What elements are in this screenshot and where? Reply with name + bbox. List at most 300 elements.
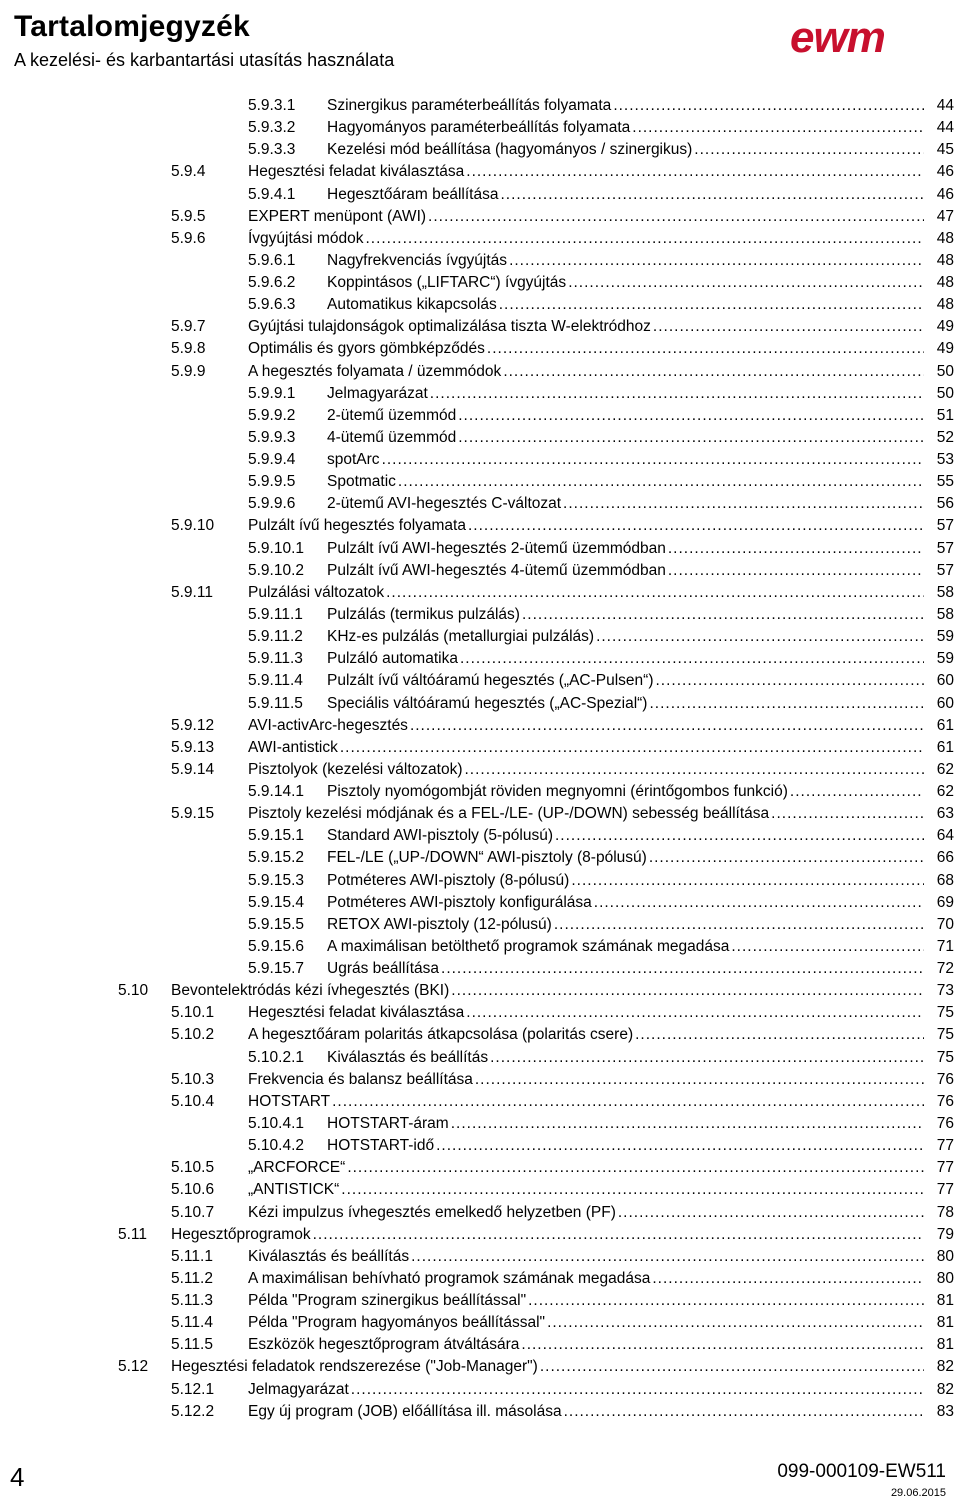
toc-entry-line — [248, 206, 954, 228]
toc-entry-title: Egy új program (JOB) előállítása ill. másolása — [248, 1402, 562, 1420]
toc-dot-leader — [468, 515, 924, 537]
toc-entry-number: 5.10.3 — [171, 1070, 215, 1088]
toc-entry-line — [248, 228, 954, 250]
toc-entry[interactable] — [0, 980, 960, 1002]
toc-dot-leader — [656, 670, 925, 692]
toc-dot-leader — [613, 95, 924, 117]
toc-entry-page: 66 — [936, 849, 954, 867]
toc-entry-page: 77 — [936, 1181, 954, 1199]
toc-entry-title: Koppintásos („LIFTARC“) ívgyújtás — [327, 274, 567, 292]
toc-dot-leader — [386, 582, 924, 604]
toc-dot-leader — [563, 493, 924, 515]
toc-dot-leader — [632, 117, 924, 139]
toc-entry[interactable] — [0, 405, 960, 427]
toc-entry-title: Pulzált ívű AWI-hegesztés 4-ütemű üzemmódban — [327, 561, 666, 579]
footer-page-number: 4 — [10, 1462, 25, 1492]
toc-dot-leader — [500, 184, 924, 206]
toc-entry-title: spotArc — [327, 451, 380, 469]
toc-entry-number: 5.10.5 — [171, 1159, 215, 1177]
toc-entry[interactable] — [0, 1334, 960, 1356]
toc-entry-number: 5.9.11.3 — [248, 650, 303, 668]
toc-entry-title: AWI-antistick — [248, 738, 338, 756]
toc-entry[interactable] — [0, 250, 960, 272]
toc-entry[interactable] — [0, 803, 960, 825]
toc-entry-line — [248, 361, 954, 383]
toc-entry[interactable] — [0, 1246, 960, 1268]
toc-entry[interactable] — [0, 825, 960, 847]
toc-entry-page: 50 — [936, 362, 954, 380]
toc-entry-line — [327, 184, 954, 206]
toc-entry[interactable] — [0, 117, 960, 139]
toc-dot-leader — [503, 361, 924, 383]
toc-entry-line — [327, 648, 954, 670]
toc-entry-line — [248, 1401, 954, 1423]
toc-entry[interactable] — [0, 693, 960, 715]
toc-entry-title: KHz-es pulzálás (metallurgiai pulzálás) — [327, 628, 595, 646]
toc-entry-page: 75 — [936, 1048, 954, 1066]
toc-entry-title: Kiválasztás és beállítás — [327, 1048, 489, 1066]
toc-entry-line — [248, 1157, 954, 1179]
toc-dot-leader — [451, 1113, 924, 1135]
toc-entry-page: 52 — [936, 428, 954, 446]
toc-entry-title: 4-ütemű üzemmód — [327, 428, 457, 446]
toc-entry-page: 61 — [936, 716, 954, 734]
toc-entry-number: 5.9.15.3 — [248, 871, 305, 889]
ewm-logo-graphic — [790, 18, 942, 58]
toc-entry[interactable] — [0, 139, 960, 161]
footer-document-number: 099-000109-EW511 — [777, 1461, 946, 1482]
toc-entry-page: 81 — [936, 1336, 954, 1354]
ewm-logo — [790, 18, 942, 58]
toc-dot-leader — [410, 715, 924, 737]
toc-entry-page: 76 — [936, 1092, 954, 1110]
toc-entry-number: 5.10.4.2 — [248, 1137, 305, 1155]
toc-entry-title: A hegesztőáram polaritás átkapcsolása (polaritás csere) — [248, 1026, 634, 1044]
toc-entry-page: 78 — [936, 1203, 954, 1221]
toc-entry-number: 5.10.1 — [171, 1004, 215, 1022]
toc-entry-title: Pisztolyok (kezelési változatok) — [248, 760, 463, 778]
toc-entry-title: Kiválasztás és beállítás — [248, 1247, 410, 1265]
toc-entry-title: Ugrás beállítása — [327, 960, 440, 978]
toc-entry-title: A maximálisan behívható programok számának megadása — [248, 1269, 651, 1287]
toc-entry-page: 75 — [936, 1004, 954, 1022]
toc-entry-number: 5.9.15.2 — [248, 849, 305, 867]
toc-entry-title: Ívgyújtási módok — [248, 229, 364, 247]
toc-entry-page: 83 — [936, 1402, 954, 1420]
toc-entry-number: 5.9.11.4 — [248, 672, 303, 690]
toc-entry-title: HOTSTART-áram — [327, 1114, 449, 1132]
toc-entry-number: 5.9.13 — [171, 738, 215, 756]
toc-dot-leader — [466, 1002, 924, 1024]
toc-entry-line — [327, 1113, 954, 1135]
toc-entry-page: 60 — [936, 672, 954, 690]
toc-entry-line — [171, 1356, 954, 1378]
toc-dot-leader — [458, 405, 924, 427]
toc-entry[interactable] — [0, 936, 960, 958]
toc-entry-title: „ARCFORCE“ — [248, 1159, 346, 1177]
toc-entry-line — [171, 980, 954, 1002]
toc-entry-number: 5.9.15 — [171, 805, 215, 823]
toc-entry[interactable] — [0, 1091, 960, 1113]
toc-entry-page: 80 — [936, 1269, 954, 1287]
toc-dot-leader — [568, 272, 924, 294]
toc-entry-number: 5.10.7 — [171, 1203, 215, 1221]
toc-entry-title: Hegesztési feladat kiválasztása — [248, 163, 465, 181]
toc-entry-number: 5.9.3.2 — [248, 119, 296, 137]
toc-entry-page: 48 — [936, 274, 954, 292]
toc-dot-leader — [441, 958, 924, 980]
toc-entry-page: 51 — [936, 406, 954, 424]
toc-entry-page: 49 — [936, 318, 954, 336]
toc-entry[interactable] — [0, 228, 960, 250]
toc-dot-leader — [347, 1157, 924, 1179]
toc-entry[interactable] — [0, 1356, 960, 1378]
toc-entry-title: Pulzált ívű hegesztés folyamata — [248, 517, 466, 535]
toc-entry-number: 5.9.14 — [171, 760, 215, 778]
toc-dot-leader — [694, 139, 924, 161]
toc-entry[interactable] — [0, 958, 960, 980]
toc-entry-title: Hegesztőáram beállítása — [327, 185, 499, 203]
toc-entry-title: Pulzálás (termikus pulzálás) — [327, 605, 520, 623]
toc-entry[interactable] — [0, 1024, 960, 1046]
toc-dot-leader — [332, 1091, 924, 1113]
toc-entry[interactable] — [0, 471, 960, 493]
toc-entry-line — [327, 250, 954, 272]
toc-entry-title: Példa "Program hagyományos beállítással" — [248, 1314, 546, 1332]
toc-entry-page: 63 — [936, 805, 954, 823]
toc-entry[interactable] — [0, 892, 960, 914]
page-header — [0, 0, 960, 80]
toc-dot-leader — [365, 228, 924, 250]
toc-entry-line — [327, 892, 954, 914]
toc-dot-leader — [521, 1334, 924, 1356]
toc-dot-leader — [547, 1312, 924, 1334]
toc-entry-title: Hegesztési feladat kiválasztása — [248, 1004, 465, 1022]
toc-entry-page: 48 — [936, 296, 954, 314]
toc-entry-line — [327, 449, 954, 471]
toc-entry-title: FEL-/LE („UP-/DOWN“ AWI-pisztoly (8-pólusú) — [327, 849, 647, 867]
toc-entry-line — [327, 914, 954, 936]
toc-dot-leader — [653, 316, 924, 338]
toc-entry[interactable] — [0, 914, 960, 936]
toc-entry-line — [327, 493, 954, 515]
toc-entry-title: Nagyfrekvenciás ívgyújtás — [327, 251, 508, 269]
toc-entry-title: „ANTISTICK“ — [248, 1181, 340, 1199]
toc-entry-title: Kezelési mód beállítása (hagyományos / szinergikus) — [327, 141, 693, 159]
toc-entry-number: 5.9.6.3 — [248, 296, 296, 314]
toc-entry[interactable] — [0, 1069, 960, 1091]
toc-entry[interactable] — [0, 1202, 960, 1224]
toc-entry[interactable] — [0, 206, 960, 228]
toc-dot-leader — [649, 693, 924, 715]
toc-entry-title: AVI-activArc-hegesztés — [248, 716, 408, 734]
toc-entry-number: 5.9.8 — [171, 340, 206, 358]
toc-entry-line — [327, 670, 954, 692]
toc-entry-line — [248, 515, 954, 537]
toc-entry-title: Speciális váltóáramú hegesztés („AC-Spezial“) — [327, 694, 648, 712]
toc-entry[interactable] — [0, 316, 960, 338]
toc-entry-line — [248, 1246, 954, 1268]
toc-dot-leader — [652, 1268, 924, 1290]
toc-entry-line — [248, 316, 954, 338]
toc-entry-title: Gyújtási tulajdonságok optimalizálása tiszta W-elektródhoz — [248, 318, 651, 336]
toc-entry[interactable] — [0, 670, 960, 692]
toc-entry[interactable] — [0, 184, 960, 206]
toc-entry-page: 58 — [936, 583, 954, 601]
toc-entry[interactable] — [0, 1401, 960, 1423]
toc-entry[interactable] — [0, 1379, 960, 1401]
toc-entry-number: 5.11.2 — [171, 1269, 213, 1287]
toc-entry-line — [248, 1091, 954, 1113]
toc-entry-page: 62 — [936, 783, 954, 801]
toc-entry-title: Pulzált ívű AWI-hegesztés 2-ütemű üzemmódban — [327, 539, 666, 557]
page-title: Tartalomjegyzék — [14, 10, 250, 43]
toc-entry-page: 44 — [936, 97, 954, 114]
toc-entry-number: 5.9.9.4 — [248, 451, 296, 469]
toc-entry-line — [248, 338, 954, 360]
toc-entry-number: 5.9.3.1 — [248, 97, 296, 114]
toc-dot-leader — [771, 803, 924, 825]
toc-entry-line — [327, 958, 954, 980]
toc-dot-leader — [428, 206, 924, 228]
toc-entry-number: 5.9.9.3 — [248, 428, 296, 446]
toc-entry-page: 82 — [936, 1380, 954, 1398]
toc-entry-number: 5.9.15.7 — [248, 960, 305, 978]
toc-entry-number: 5.9.15.1 — [248, 827, 305, 845]
toc-entry-line — [171, 1224, 954, 1246]
toc-entry-line — [327, 294, 954, 316]
toc-dot-leader — [594, 892, 924, 914]
toc-entry-number: 5.9.9 — [171, 362, 206, 380]
toc-entry[interactable] — [0, 1002, 960, 1024]
toc-entry-number: 5.9.11.5 — [248, 694, 303, 712]
toc-entry-page: 48 — [936, 229, 954, 247]
toc-entry[interactable] — [0, 538, 960, 560]
toc-entry-title: Automatikus kikapcsolás — [327, 296, 497, 314]
toc-dot-leader — [522, 604, 924, 626]
toc-entry-title: 2-ütemű AVI-hegesztés C-változat — [327, 495, 562, 513]
toc-entry-title: Hagyományos paraméterbeállítás folyamata — [327, 119, 631, 137]
toc-entry-number: 5.9.9.1 — [248, 384, 296, 402]
toc-dot-leader — [668, 538, 924, 560]
toc-entry[interactable] — [0, 1312, 960, 1334]
toc-entry-title: Standard AWI-pisztoly (5-pólusú) — [327, 827, 553, 845]
toc-entry[interactable] — [0, 1113, 960, 1135]
toc-dot-leader — [466, 161, 924, 183]
toc-entry-page: 71 — [936, 937, 954, 955]
toc-entry-page: 75 — [936, 1026, 954, 1044]
toc-entry-line — [327, 383, 954, 405]
toc-entry-number: 5.9.9.5 — [248, 473, 296, 491]
toc-entry-line — [327, 825, 954, 847]
toc-dot-leader — [564, 1401, 924, 1423]
toc-entry-page: 64 — [936, 827, 954, 845]
toc-entry[interactable] — [0, 161, 960, 183]
toc-entry[interactable] — [0, 560, 960, 582]
toc-entry-line — [248, 1379, 954, 1401]
toc-entry[interactable] — [0, 582, 960, 604]
toc-dot-leader — [649, 847, 924, 869]
toc-entry-number: 5.9.7 — [171, 318, 206, 336]
toc-entry[interactable] — [0, 1224, 960, 1246]
toc-entry-line — [248, 737, 954, 759]
toc-entry-line — [327, 117, 954, 139]
toc-entry-page: 80 — [936, 1247, 954, 1265]
toc-dot-leader — [790, 781, 924, 803]
toc-dot-leader — [554, 914, 924, 936]
toc-entry-page: 50 — [936, 384, 954, 402]
toc-dot-leader — [731, 936, 924, 958]
toc-entry-title: HOTSTART-idő — [327, 1137, 435, 1155]
toc-entry[interactable] — [0, 870, 960, 892]
toc-entry-title: Bevontelektródás kézi ívhegesztés (BKI) — [171, 982, 450, 1000]
toc-dot-leader — [430, 383, 924, 405]
toc-dot-leader — [436, 1135, 924, 1157]
toc-dot-leader — [398, 471, 924, 493]
toc-entry-line — [248, 1312, 954, 1334]
toc-entry-title: Pulzáló automatika — [327, 650, 458, 668]
toc-entry-number: 5.10.2 — [171, 1026, 215, 1044]
toc-dot-leader — [475, 1069, 924, 1091]
toc-entry[interactable] — [0, 427, 960, 449]
toc-entry-page: 81 — [936, 1292, 954, 1310]
footer-date: 29.06.2015 — [890, 1487, 946, 1499]
toc-entry-page: 82 — [936, 1358, 954, 1376]
toc-dot-leader — [341, 1179, 924, 1201]
toc-entry-line — [327, 626, 954, 648]
toc-entry-page: 57 — [936, 517, 954, 535]
toc-entry-number: 5.10 — [118, 982, 149, 1000]
toc-entry[interactable] — [0, 1047, 960, 1069]
toc-entry[interactable] — [0, 648, 960, 670]
toc-entry-title: Pulzált ívű váltóáramú hegesztés („AC-Pulsen“) — [327, 672, 654, 690]
toc-entry-number: 5.9.14.1 — [248, 783, 305, 801]
toc-entry-line — [327, 139, 954, 161]
toc-dot-leader — [618, 1202, 924, 1224]
toc-entry[interactable] — [0, 1135, 960, 1157]
toc-dot-leader — [499, 294, 924, 316]
toc-entry[interactable] — [0, 1179, 960, 1201]
toc-entry-line — [248, 1069, 954, 1091]
toc-dot-leader — [555, 825, 924, 847]
toc-entry[interactable] — [0, 1290, 960, 1312]
toc-entry[interactable] — [0, 361, 960, 383]
toc-entry[interactable] — [0, 1157, 960, 1179]
toc-entry[interactable] — [0, 847, 960, 869]
toc-dot-leader — [635, 1024, 924, 1046]
toc-entry[interactable] — [0, 737, 960, 759]
toc-entry-page: 49 — [936, 340, 954, 358]
toc-entry-page: 58 — [936, 605, 954, 623]
toc-dot-leader — [458, 427, 924, 449]
toc-dot-leader — [351, 1379, 924, 1401]
toc-entry-title: Jelmagyarázat — [248, 1380, 349, 1398]
toc-entry-page: 45 — [936, 141, 954, 159]
toc-dot-leader — [596, 626, 924, 648]
toc-dot-leader — [465, 759, 925, 781]
toc-entry-page: 46 — [936, 185, 954, 203]
toc-entry-page: 61 — [936, 738, 954, 756]
toc-entry-title: EXPERT menüpont (AWI) — [248, 207, 427, 225]
toc-entry[interactable] — [0, 95, 960, 117]
toc-entry[interactable] — [0, 759, 960, 781]
toc-dot-leader — [411, 1246, 924, 1268]
toc-entry-number: 5.9.11.2 — [248, 628, 303, 646]
toc-entry[interactable] — [0, 493, 960, 515]
toc-entry-page: 48 — [936, 251, 954, 269]
toc-entry[interactable] — [0, 715, 960, 737]
toc-entry[interactable] — [0, 449, 960, 471]
toc-entry-page: 57 — [936, 539, 954, 557]
toc-entry-title: Kézi impulzus ívhegesztés emelkedő helyzetben (PF) — [248, 1203, 616, 1221]
toc-entry-line — [327, 538, 954, 560]
toc-entry-page: 79 — [936, 1225, 954, 1243]
toc-entry-line — [327, 693, 954, 715]
toc-entry-number: 5.10.6 — [171, 1181, 215, 1199]
toc-entry-number: 5.9.3.3 — [248, 141, 296, 159]
toc-entry-number: 5.9.9.6 — [248, 495, 296, 513]
toc-entry-line — [327, 870, 954, 892]
toc-entry-number: 5.9.11.1 — [248, 605, 303, 623]
toc-dot-leader — [490, 1047, 924, 1069]
toc-entry-page: 55 — [936, 473, 954, 491]
toc-entry-number: 5.9.11 — [171, 583, 213, 601]
toc-entry-page: 81 — [936, 1314, 954, 1332]
toc-entry[interactable] — [0, 1268, 960, 1290]
toc-entry-page: 77 — [936, 1159, 954, 1177]
toc-entry-page: 53 — [936, 451, 954, 469]
toc-entry-number: 5.11.1 — [171, 1247, 213, 1265]
toc-entry-number: 5.11.4 — [171, 1314, 213, 1332]
toc-dot-leader — [540, 1356, 924, 1378]
toc-entry-page: 76 — [936, 1070, 954, 1088]
toc-entry[interactable] — [0, 781, 960, 803]
toc-entry-line — [327, 427, 954, 449]
toc-entry-number: 5.9.10 — [171, 517, 215, 535]
toc-entry-title: Hegesztési feladatok rendszerezése ("Job-Manager") — [171, 1358, 538, 1376]
toc-entry-page: 60 — [936, 694, 954, 712]
toc-entry-title: Frekvencia és balansz beállítása — [248, 1070, 473, 1088]
toc-entry[interactable] — [0, 338, 960, 360]
toc-entry-number: 5.9.4.1 — [248, 185, 296, 203]
toc-entry[interactable] — [0, 626, 960, 648]
toc-dot-leader — [451, 980, 924, 1002]
toc-dot-leader — [487, 338, 924, 360]
toc-entry-number: 5.9.15.4 — [248, 893, 305, 911]
toc-entry[interactable] — [0, 515, 960, 537]
toc-dot-leader — [460, 648, 924, 670]
toc-entry-title: Pisztoly kezelési módjának és a FEL-/LE- (UP-/DOWN) sebesség beállítása — [248, 805, 770, 823]
toc-entry-title: A hegesztés folyamata / üzemmódok — [248, 362, 502, 380]
toc-entry-line — [327, 1047, 954, 1069]
toc-entry-number: 5.9.15.6 — [248, 937, 305, 955]
toc-dot-leader — [313, 1224, 924, 1246]
toc-entry-line — [327, 604, 954, 626]
toc-entry-title: Potméteres AWI-pisztoly konfigurálása — [327, 893, 592, 911]
toc-entry-number: 5.11.3 — [171, 1292, 213, 1310]
toc-entry-title: Pisztoly nyomógombját röviden megnyomni (érintőgombos funkció) — [327, 783, 788, 801]
toc-entry-number: 5.11 — [118, 1225, 148, 1243]
toc-entry[interactable] — [0, 604, 960, 626]
toc-entry-line — [248, 1179, 954, 1201]
toc-entry-title: Példa "Program szinergikus beállítással" — [248, 1292, 527, 1310]
toc-entry-title: 2-ütemű üzemmód — [327, 406, 457, 424]
toc-entry-line — [327, 847, 954, 869]
toc-entry[interactable] — [0, 383, 960, 405]
toc-entry[interactable] — [0, 294, 960, 316]
toc-entry-line — [248, 715, 954, 737]
toc-entry[interactable] — [0, 272, 960, 294]
